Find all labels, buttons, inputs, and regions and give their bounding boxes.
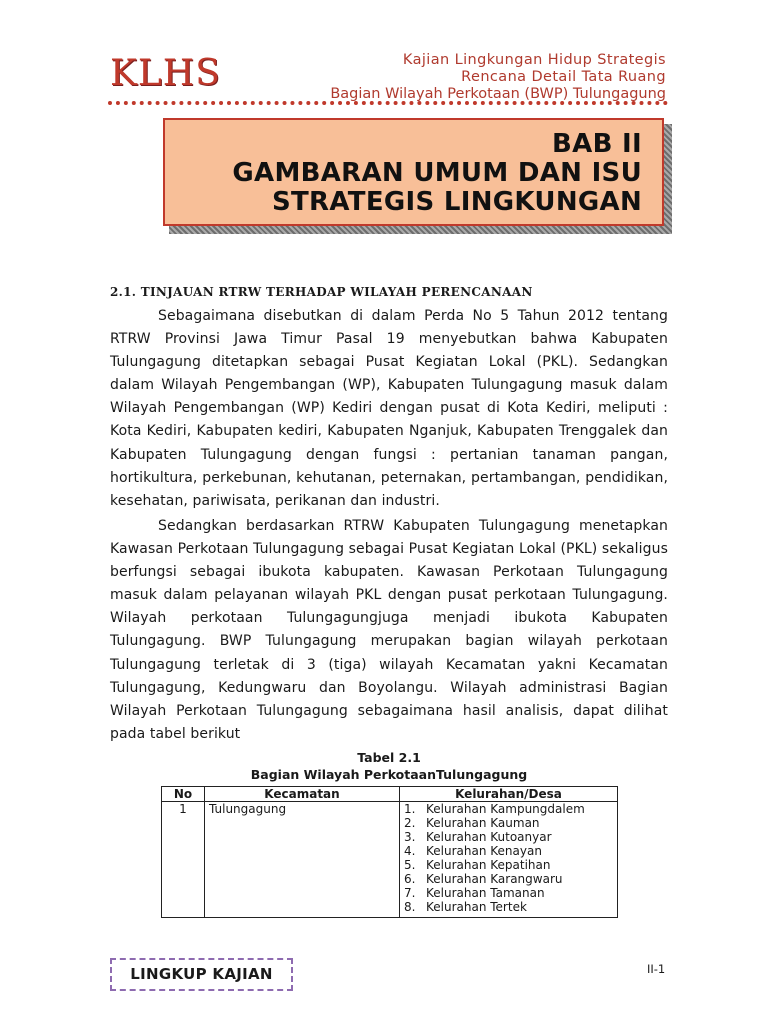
list-item: 6. Kelurahan Karangwaru	[404, 872, 563, 886]
column-header-kelurahan: Kelurahan/Desa	[400, 787, 618, 802]
kelurahan-name: Kelurahan Kutoanyar	[426, 830, 552, 844]
body-paragraph-2	[110, 515, 668, 746]
kelurahan-name: Kelurahan Karangwaru	[426, 872, 563, 886]
cell-no: 1	[162, 802, 205, 918]
kelurahan-table	[161, 786, 618, 918]
chapter-title-line1: GAMBARAN UMUM DAN ISU	[232, 158, 642, 188]
paragraph-text: Sedangkan berdasarkan RTRW Kabupaten Tulungagung menetapkan Kawasan Perkotaan Tulungagung sebagai Pusat Kegiatan Lokal (PKL) sekaligus berfungsi sebagai ibukota kabupaten. Kawasan Perkotaan Tulungagung masuk dalam pelayanan wilayah PKL dengan pusat perkotaan Tulungagung. Wilayah perkotaan Tulungagungjuga menjadi ibukota Kabupaten Tulungagung. BWP Tulungagung merupakan bagian wilayah perkotaan Tulungagung terletak di 3 (tiga) wilayah Kecamatan yakni Kecamatan Tulungagung, Kedungwaru dan Boyolangu. Wilayah administrasi Bagian Wilayah Perkotaan Tulungagung sebagaimana hasil analisis, dapat dilihat pada tabel berikut	[110, 518, 668, 742]
lingkup-kajian-label: LINGKUP KAJIAN	[110, 958, 293, 991]
chapter-banner	[163, 118, 664, 226]
list-item: 4. Kelurahan Kenayan	[404, 844, 542, 858]
kelurahan-name: Kelurahan Kauman	[426, 816, 540, 830]
table-header-row	[162, 787, 618, 802]
list-item: 7. Kelurahan Tamanan	[404, 886, 545, 900]
list-item: 3. Kelurahan Kutoanyar	[404, 830, 552, 844]
list-item: 5. Kelurahan Kepatihan	[404, 858, 551, 872]
kelurahan-name: Kelurahan Kampungdalem	[426, 802, 585, 816]
kelurahan-name: Kelurahan Kenayan	[426, 844, 542, 858]
header-title-line1: Kajian Lingkungan Hidup Strategis	[402, 52, 666, 68]
list-item: 2. Kelurahan Kauman	[404, 816, 540, 830]
header-dotted-divider	[108, 101, 668, 105]
section-heading: 2.1. TINJAUAN RTRW TERHADAP WILAYAH PERENCANAAN	[110, 285, 533, 299]
cell-kecamatan: Tulungagung	[205, 802, 400, 918]
header-title-line2: Rencana Detail Tata Ruang	[461, 69, 666, 85]
list-item: 8. Kelurahan Tertek	[404, 900, 527, 914]
klhs-logo: KLHS	[110, 53, 221, 94]
kelurahan-name: Kelurahan Tertek	[426, 900, 527, 914]
kelurahan-name: Kelurahan Tamanan	[426, 886, 545, 900]
page-number: II-1	[647, 962, 666, 976]
paragraph-text: Sebagaimana disebutkan di dalam Perda No 5 Tahun 2012 tentang RTRW Provinsi Jawa Timur Pasal 19 menyebutkan bahwa Kabupaten Tulungagung ditetapkan sebagai Pusat Kegiatan Lokal (PKL). Sedangkan dalam Wilayah Pengembangan (WP), Kabupaten Tulungagung masuk dalam Wilayah Pengembangan (WP) Kediri dengan pusat di Kota Kediri, meliputi : Kota Kediri, Kabupaten kediri, Kabupaten Nganjuk, Kabupaten Trenggalek dan Kabupaten Tulungagung dengan fungsi : pertanian tanaman pangan, hortikultura, perkebunan, kehutanan, peternakan, pertambangan, pendidikan, kesehatan, pariwisata, perikanan dan industri.	[110, 308, 668, 509]
column-header-no: No	[162, 787, 205, 802]
kelurahan-list	[404, 802, 613, 917]
cell-kelurahan	[400, 802, 618, 918]
table-caption-title: Bagian Wilayah PerkotaanTulungagung	[250, 767, 528, 782]
body-paragraph-1	[110, 305, 668, 513]
column-header-kecamatan: Kecamatan	[205, 787, 400, 802]
chapter-number: BAB II	[552, 129, 642, 159]
table-caption-number: Tabel 2.1	[357, 750, 421, 765]
header-title-line3: Bagian Wilayah Perkotaan (BWP) Tulungagung	[330, 86, 666, 102]
kelurahan-name: Kelurahan Kepatihan	[426, 858, 551, 872]
chapter-title-line2: STRATEGIS LINGKUNGAN	[272, 187, 642, 217]
list-item: 1. Kelurahan Kampungdalem	[404, 802, 585, 816]
table-row	[162, 802, 618, 918]
